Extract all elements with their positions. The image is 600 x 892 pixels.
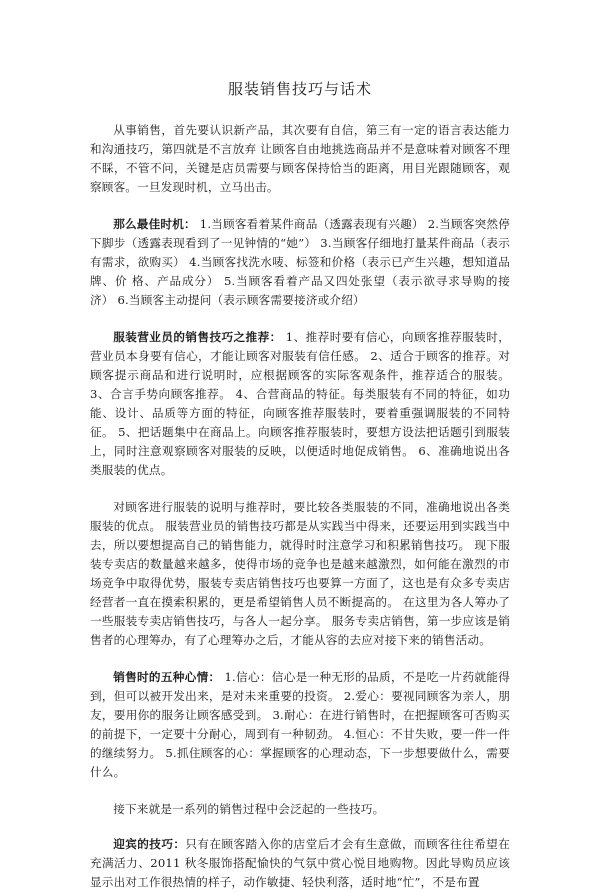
paragraph-body: 对顾客进行服装的说明与推荐时，要比较各类服装的不同，准确地说出各类服装的优点。 服装营业员的销售技巧都是从实践当中得来，还要运用到实践当中去，所以要想提高自己的销售能力，就得时时注意学习和积累销售技巧。 现下服装专卖店的数量越来越多，使得市场的竞争也是越来越激烈，如何能在激烈的市场竞争中取得优势，服装专卖店销售技巧也要算一方面了，这也是有众多专卖店经营者一直在摸索积累的，更是希望销售人员不断提高的。 在这里为各人筹办了一些服装专卖店销售技巧，与各人一起分享。 服务专卖店销售，第一步应该是销售者的心理筹办，有了心理筹办之后，才能从容的去应对接下来的销售活动。 xyxy=(90,500,510,647)
paragraph-explain xyxy=(90,498,510,650)
paragraph-body: 1、推荐时要有信心，向顾客推荐服装时，营业员本身要有信心，才能让顾客对服装有信任感。 2、适合于顾客的推荐。对顾客提示商品和进行说明时，应根据顾客的实际客观条件，推荐适合的服装。 3、合言手势向顾客推荐。 4、合营商品的特征。每类服装有不同的特征，如功能、设计、品质等方面的特征，向顾客推荐服装时，要着重强调服装的不同特征。 5、把话题集中在商品上。向顾客推荐服装时，要想方设法把话题引到服装上，同时注意观察顾客对服装的反映，以便适时地促成销售。 6、准确地说出各类服装的优点。 xyxy=(90,330,510,477)
paragraph-lead: 迎宾的技巧： xyxy=(113,837,186,851)
paragraph-body: 1.信心：信心是一种无形的品质，不是吃一片药就能得到，但可以被开发出来，是对未来重要的投资。 2.爱心：要视同顾客为亲人，朋友，要用你的服务让顾客感受到。 3.耐心：在进行销售时，在把握顾客可否购买的前提下，一定要十分耐心，周到有一种韧劲。 4.恒心：不甘失败，要一件一件的继续努力。 5.抓住顾客的心：掌握顾客的心理动态，下一步想要做什么，需要什么。 xyxy=(90,670,510,779)
paragraph-body: 接下来就是一系列的销售过程中会泛起的一些技巧。 xyxy=(113,802,385,816)
page-title: 服装销售技巧与话术 xyxy=(227,80,372,98)
paragraph-intro xyxy=(90,121,510,197)
paragraph-body: 1.当顾客看着某件商品（透露表现有兴趣） 2.当顾客突然停下脚步（透露表现看到了一见钟情的“她”） 3.当顾客仔细地打量某件商品（表示有需求，欲购买） 4.当顾客找洗水唛、标签和价格（表示已产生兴趣，想知道品牌、价 格、产品成分） 5.当顾客看着产品又四处张望（表示欲寻求导购的接济） 6.当顾客主动提问（表示顾客需要接济或介绍） xyxy=(90,217,511,307)
paragraph-transition xyxy=(90,800,510,819)
paragraph-five-moods xyxy=(90,668,510,782)
paragraph-greeting xyxy=(90,835,510,892)
paragraph-best-timing xyxy=(90,215,510,310)
paragraph-lead: 那么最佳时机： xyxy=(113,217,196,231)
paragraph-recommend xyxy=(90,328,510,480)
paragraph-body: 从事销售，首先要认识新产品，其次要有自信，第三有一定的语言表达能力和沟通技巧，第四就是不言放弃 让顾客自由地挑选商品并不是意味着对顾客不理不睬，不管不问，关键是店员需要与顾客保持恰当的距离，用目光跟随顾客，观察顾客。一旦发现时机，立马出击。 xyxy=(90,123,510,194)
paragraph-lead: 服装营业员的销售技巧之推荐： xyxy=(113,330,282,344)
paragraph-lead: 销售时的五种心情： xyxy=(113,670,221,684)
paragraph-body: 只有在顾客踏入你的店堂后才会有生意做，而顾客往往希望在充满活力、2011 秋冬服饰搭配愉快的气氛中赏心悦目地购物。因此导购员应该显示出对工作很热情的样子，动作敏捷、轻快利落，适时地“忙”，不是布置 xyxy=(90,837,511,889)
